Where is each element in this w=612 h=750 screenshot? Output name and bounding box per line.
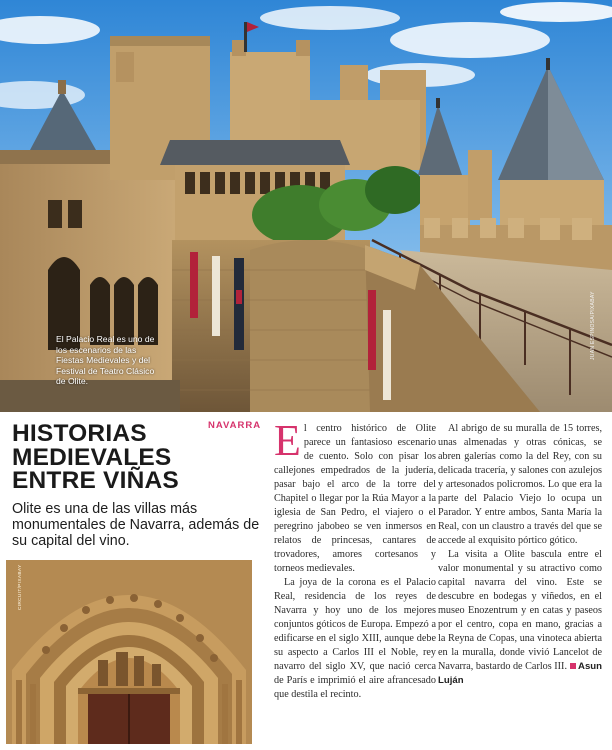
drop-cap: E	[274, 416, 301, 465]
hero-photo-credit: JUAN ESPINOSA/PIXABAY	[590, 291, 596, 360]
paragraph-1-text: l centro histórico de Olite parece un fantasioso escenario de cuento. Solo con pisar los callejones empedrados de la judería, pasar bajo el arco de la torre del Chapitel o llegar por la Rúa Mayor a la iglesia de San Pedro, el viajero o el peregrino jabobeo se ven inmersos en relatos de princesas, cantares de trovadores, amores cortesanos y torneos medievales.	[274, 423, 436, 574]
article-subtitle: Olite es una de las villas más monumentales de Navarra, además de su capital del vino.	[12, 501, 260, 549]
author-name: Asun Luján	[438, 661, 602, 686]
paragraph-1	[274, 416, 436, 576]
article-column-1	[274, 416, 436, 702]
paragraph-3: Al abrigo de su muralla de 15 torres, unas almenadas y otras cónicas, se abren galerías como la del Rey, con su delicada tracería, y salones con azulejos y artesonados policromos. Lo que era la parte del Palacio Viejo lo ocupa un Parador. Y entre ambos, Santa María la Real, con un claustro a través del que se accede al exquisito pórtico gótico.	[438, 423, 602, 546]
headline-line-3: ENTRE VIÑAS	[12, 467, 179, 494]
paragraph-4	[438, 548, 602, 688]
paragraph-2: La joya de la corona es el Palacio Real, residencia de los reyes de Navarra y hoy uno de los mejores conjuntos góticos de Europa. Empezó a edificarse en el siglo XIII, aunque debe su aspecto a Carlos III el Noble, rey navarro del siglo XV, que nació cerca de París e imprimió el aire afrancesado que destila el recinto.	[274, 577, 436, 700]
church-portal-photo	[6, 560, 252, 744]
gothic-portal-illustration	[6, 560, 252, 744]
headline-line-2: MEDIEVALES	[12, 443, 172, 471]
portal-photo-credit: CIRCUIT/PIXABAY	[18, 564, 23, 610]
hero-caption: El Palacio Real es uno de los escenarios de las Fiestas Medievales y del Festival de Teatro Clásico de Olite.	[56, 334, 155, 386]
section-tag: NAVARRA	[208, 420, 262, 431]
author-marker-icon	[570, 663, 576, 669]
paragraph-4-text: La visita a Olite bascula entre el valor monumental y su atractivo como capital navarra del vino. Este se descubre en bodegas y viñedos, en el museo Enozentrum y en catas y paseos por el centro, copa en mano, gracias a la Reyna de Copas, una vinoteca abierta en la muralla, donde vivió Lancelot de Navarra, bastardo de Carlos III.	[438, 549, 602, 672]
article-headline	[12, 422, 262, 493]
headline-line-1: HISTORIAS	[12, 420, 147, 447]
article-column-2	[438, 422, 602, 688]
